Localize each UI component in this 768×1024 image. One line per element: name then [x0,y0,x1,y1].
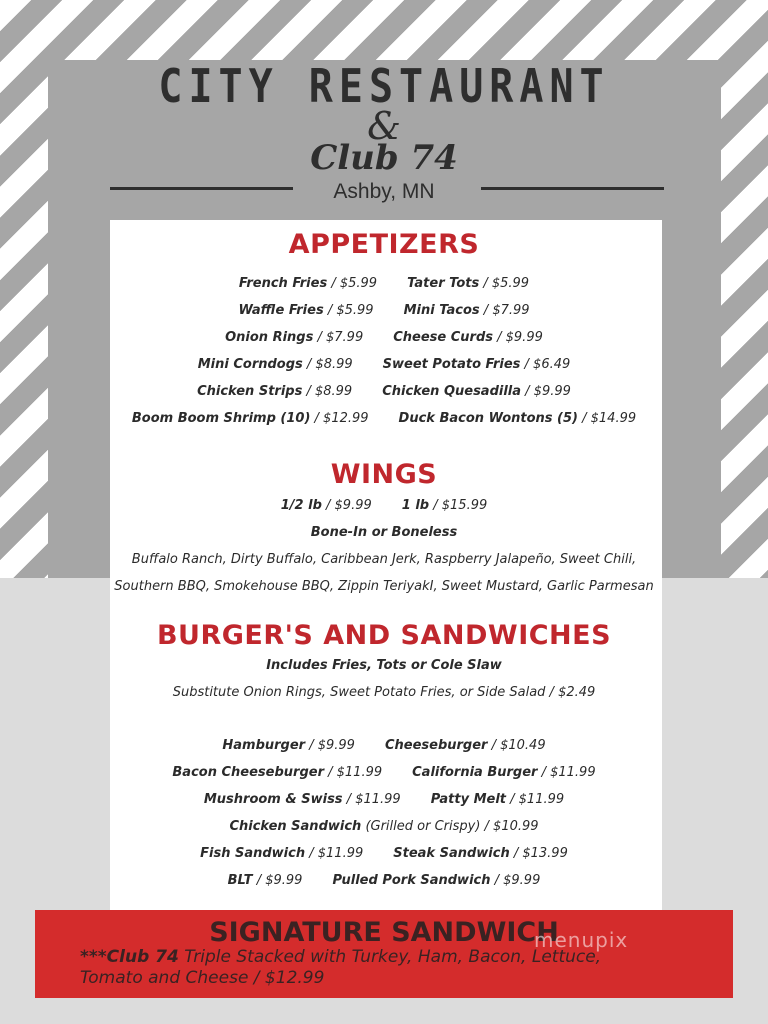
menu-item: 1 lb / $15.99 [401,498,488,513]
item-name: Tater Tots [407,276,480,291]
item-name: BLT [227,873,253,888]
menu-row [0,330,768,345]
item-price: / $8.99 [302,384,353,399]
menu-item [198,357,353,372]
item-name: Cheese Curds [393,330,493,345]
item-price: / $5.99 [327,276,378,291]
menu-item [412,765,595,780]
menu-row [0,357,768,372]
item-name: Pulled Pork Sandwich [332,873,491,888]
item-name: Duck Bacon Wontons (5) [398,411,578,426]
item-price: / $6.49 [520,357,571,372]
wing-style: Bone-In or Boneless [310,525,458,540]
burgers-heading: BURGER'S AND SANDWICHES [156,620,612,651]
item-price: / $9.99 [521,384,571,399]
menu-item [172,765,382,780]
item-name: French Fries [238,276,328,291]
item-name: Mini Tacos [403,303,480,318]
menu-row [0,384,768,399]
signature-description: ***Club 74 Triple Stacked with Turkey, Ham, Bacon, Lettuce, Tomato and Cheese / $12.99 [80,947,602,988]
club-name: Club 74 [310,138,458,178]
menu-item [407,276,529,291]
wings-heading: WINGS [330,459,438,490]
item-price: / $9.99 [305,738,355,753]
menu-item [332,873,540,888]
item-price: / $5.99 [479,276,530,291]
item-name: Hamburger [222,738,306,753]
menu-item [238,303,373,318]
restaurant-title: CITY RESTAURANT [158,60,610,114]
item-price: / $11.99 [537,765,596,780]
menu-row [0,765,768,780]
item-name: Chicken Strips [197,384,303,399]
wing-flavors-line1: Buffalo Ranch, Dirty Buffalo, Caribbean Jerk, Raspberry Jalapeño, Sweet Chili, [131,552,637,567]
menu-item [393,846,568,861]
menu-item [431,792,564,807]
item-name: Cheeseburger [384,738,488,753]
item-name: Boom Boom Shrimp (10) [131,411,311,426]
menu-row [0,738,768,753]
item-name: Steak Sandwich [393,846,510,861]
item-name: Chicken Quesadilla [382,384,522,399]
menu-item [204,792,401,807]
wing-flavors-line2: Southern BBQ, Smokehouse BBQ, Zippin TeriyakI, Sweet Mustard, Garlic Parmesan [114,579,654,594]
appetizers-heading: APPETIZERS [288,229,480,260]
item-price: / $7.99 [479,303,530,318]
item-price: / $11.99 [342,792,401,807]
item-name: Bacon Cheeseburger [172,765,324,780]
menu-item [229,819,538,834]
item-name: Waffle Fries [238,303,324,318]
menu-row [0,276,768,291]
item-price: / $11.99 [323,765,383,780]
menu-item [132,411,369,426]
wing-sizes [0,498,768,513]
signature-heading: SIGNATURE SANDWICH [209,917,559,948]
menu-item [228,873,303,888]
menu-row [0,873,768,888]
menu-row [0,303,768,318]
menu-row [0,846,768,861]
menu-item [239,276,377,291]
menu-row [0,819,768,834]
burgers-includes: Includes Fries, Tots or Cole Slaw [266,658,502,673]
item-price: / $13.99 [509,846,568,861]
item-name: Onion Rings [225,330,314,345]
menu-item [385,738,546,753]
menu-row [0,792,768,807]
item-price: / $11.99 [506,792,565,807]
location: Ashby, MN [333,180,435,203]
item-price: / $12.99 [310,411,369,426]
menu-item [222,738,355,753]
item-name: Sweet Potato Fries [382,357,521,372]
menu-row [0,411,768,426]
menu-item: 1/2 lb / $9.99 [280,498,372,513]
item-name: Chicken Sandwich [229,819,362,834]
menu-item [383,357,571,372]
item-price: / $9.99 [493,330,543,345]
ampersand: & [367,104,401,148]
menu-item [399,411,637,426]
item-price: (Grilled or Crispy) / $10.99 [361,819,539,834]
item-name: Fish Sandwich [200,846,306,861]
menu-item [200,846,363,861]
item-price: / $11.99 [305,846,364,861]
watermark-logo: menupix [534,928,629,952]
item-price: / $7.99 [313,330,364,345]
item-name: Mini Corndogs [197,357,303,372]
menu-item [197,384,352,399]
burgers-substitute: Substitute Onion Rings, Sweet Potato Fries, or Side Salad / $2.49 [172,685,596,700]
item-price: / $10.49 [487,738,546,753]
item-price: / $5.99 [323,303,374,318]
item-name: California Burger [412,765,538,780]
item-price: / $9.99 [252,873,303,888]
item-price: / $9.99 [490,873,541,888]
item-name: Mushroom & Swiss [203,792,343,807]
item-name: Patty Melt [430,792,507,807]
item-price: / $8.99 [302,357,353,372]
menu-item [382,384,571,399]
menu-item [225,330,363,345]
item-price: / $14.99 [577,411,637,426]
menu-item [404,303,530,318]
menu-item [393,330,543,345]
